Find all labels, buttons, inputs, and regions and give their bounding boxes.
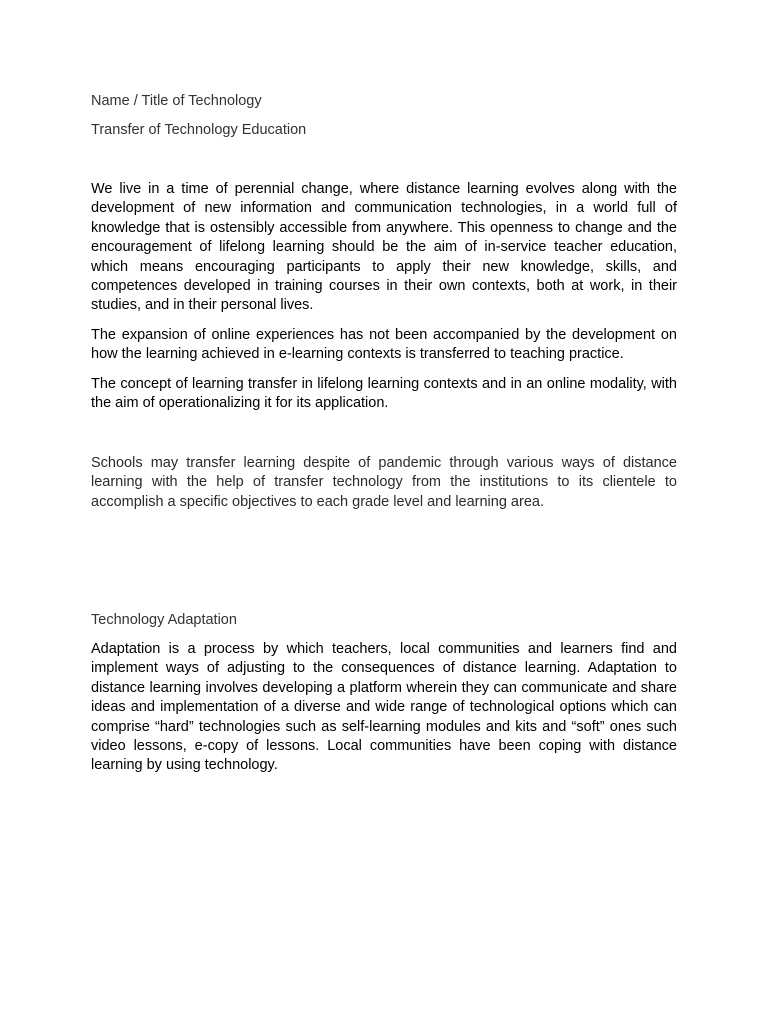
adaptation-paragraph: Adaptation is a process by which teachers, local communities and learners find and implement ways of adjusting to the consequences of distance learning. Adaptation to distance learning involves developing a platform wherein they can communicate and share ideas and implementation of a diverse and wide range of technological options which can comprise “hard” technologies such as self-learning modules and kits and “soft” ones such video lessons, e-copy of lessons. Local communities have been coping with distance learning by using technology.	[91, 641, 677, 774]
schools-paragraph: Schools may transfer learning despite of pandemic through various ways of distance learning with the help of transfer technology from the institutions to its clientele to accomplish a specific objectives to each grade level and learning area.	[91, 455, 677, 510]
learning-transfer-paragraph: The concept of learning transfer in lifelong learning contexts and in an online modality, with the aim of operationalizing it for its application.	[91, 376, 677, 412]
adaptation-heading: Technology Adaptation	[91, 612, 237, 628]
intro-paragraph: We live in a time of perennial change, where distance learning evolves along with the development of new information and communication technologies, in a world full of knowledge that is ostensibly accessible from anywhere. This openness to change and the encouragement of lifelong learning should be the aim of in-service teacher education, which means encouraging participants to apply their new knowledge, skills, and competences developed in training courses in their own contexts, both at work, in their studies, and in their personal lives.	[91, 181, 677, 314]
technology-title: Transfer of Technology Education	[91, 122, 307, 138]
online-experience-paragraph: The expansion of online experiences has not been accompanied by the development on how the learning achieved in e-learning contexts is transferred to teaching practice.	[91, 327, 677, 363]
header-label: Name / Title of Technology	[91, 93, 262, 109]
